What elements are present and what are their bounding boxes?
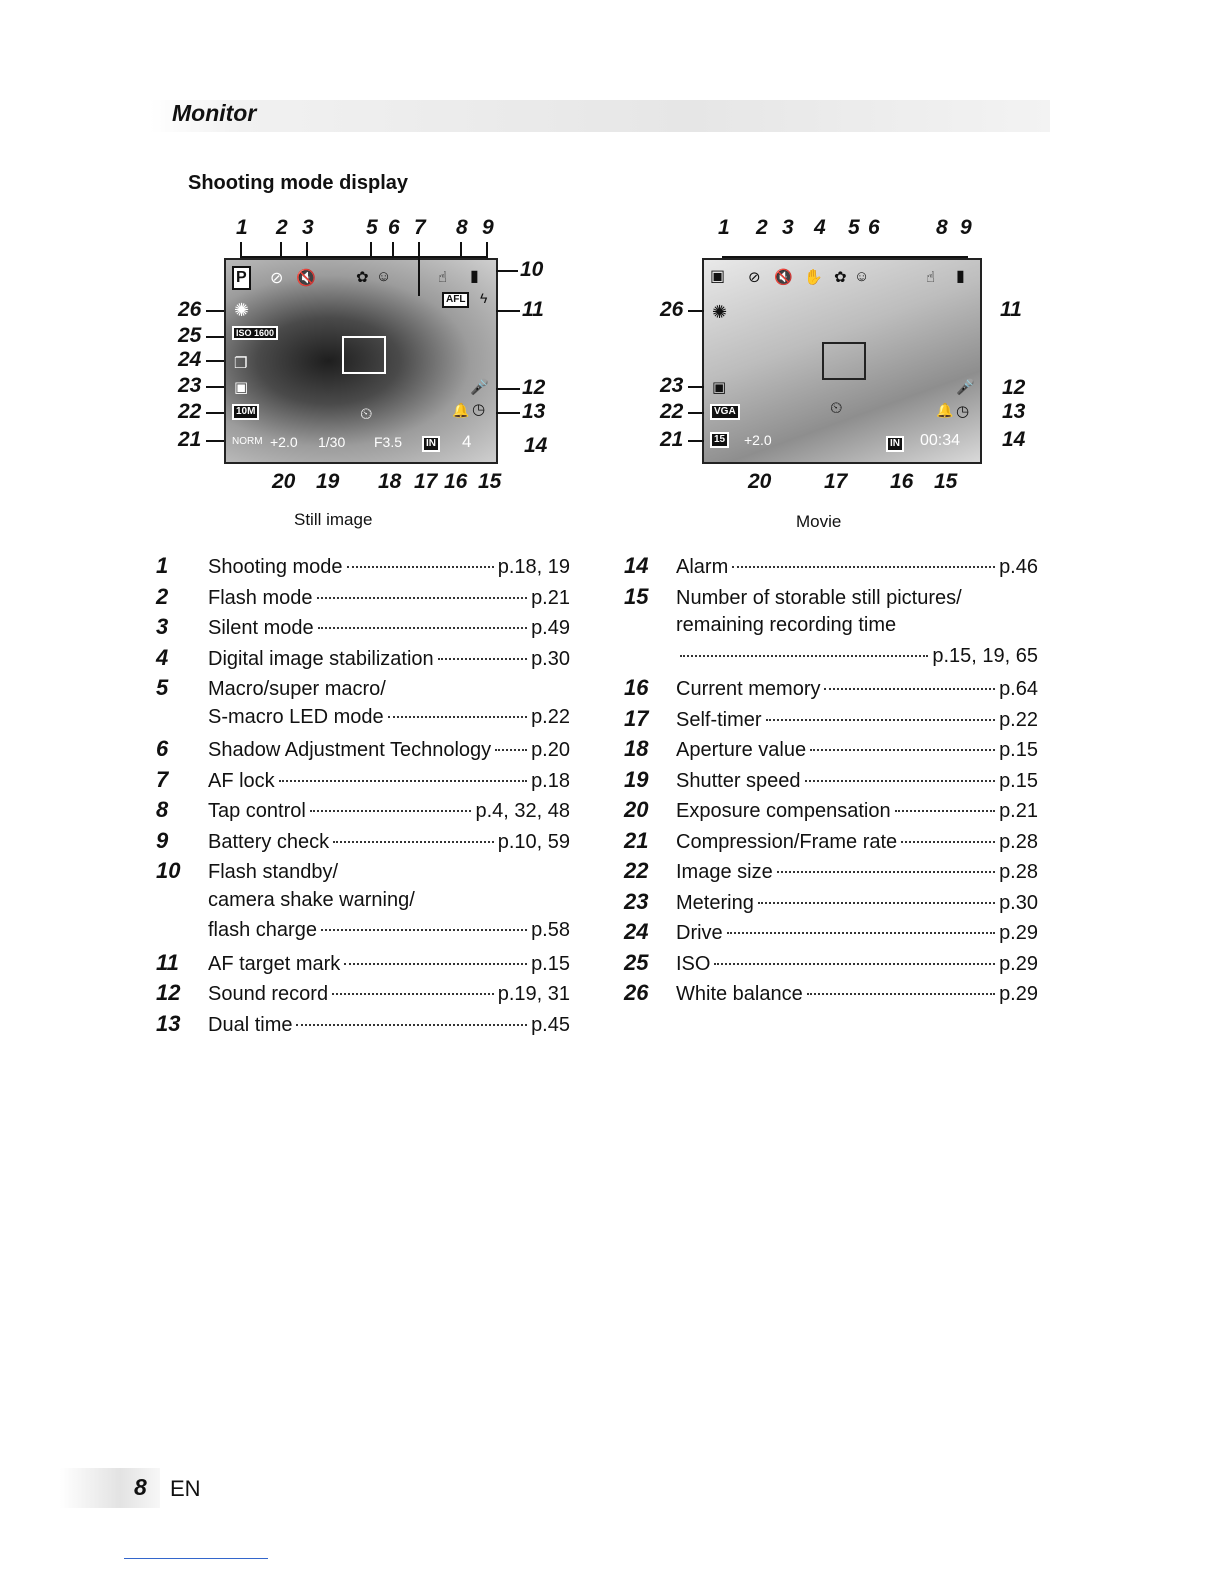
callout-5: 5 [848, 216, 860, 239]
legend-label: Self-timer [676, 708, 762, 731]
dual-time-icon: ◷ [472, 401, 486, 418]
legend-label: Image size [676, 861, 773, 883]
memory-icon: IN [422, 436, 440, 452]
page-reference: p.30 [531, 647, 570, 670]
legend-entry [156, 889, 570, 920]
leader-line [688, 440, 704, 442]
legend-label: Sound record [208, 983, 329, 1005]
leader-line [206, 336, 224, 338]
callout-5: 5 [366, 216, 378, 239]
legend-number: 13 [156, 1010, 181, 1036]
drive-icon: ❐ [234, 355, 248, 372]
leader-line [206, 310, 224, 312]
leader-line [206, 360, 224, 362]
leader-dots [388, 716, 527, 718]
callout-9: 9 [960, 216, 972, 239]
callout-15: 15 [478, 470, 502, 493]
callout-19: 19 [316, 470, 340, 493]
page-reference: p.29 [999, 952, 1038, 975]
page-number: 8 [134, 1474, 147, 1500]
leader-dots [714, 963, 995, 965]
leader-dots [807, 993, 995, 995]
legend-number: 8 [156, 797, 169, 822]
legend-number: 26 [624, 980, 649, 1005]
page-language: EN [170, 1476, 201, 1501]
dual-time-icon: ◷ [956, 403, 970, 420]
callout-20: 20 [748, 470, 772, 493]
leader-line [496, 388, 520, 390]
legend-number: 2 [156, 583, 169, 609]
white-balance-icon: ✺ [712, 302, 728, 322]
shutter-speed-value: 1/30 [318, 434, 346, 450]
alarm-icon: 🔔 [452, 402, 470, 418]
callout-12: 12 [1002, 376, 1026, 399]
legend-label: Digital image stabilization [208, 647, 434, 670]
leader-line [206, 440, 224, 442]
movie-lcd-screen [702, 258, 982, 464]
legend-label: camera shake warning/ [208, 888, 415, 911]
tap-control-icon: ☝ [438, 269, 448, 286]
subheading: Shooting mode display [188, 172, 409, 194]
legend-label: S-macro LED mode [208, 705, 384, 728]
legend-entry [156, 797, 570, 828]
callout-16: 16 [890, 470, 914, 493]
legend-number: 7 [156, 766, 169, 792]
af-target-mark [822, 342, 866, 380]
image-size-icon: VGA [710, 404, 740, 420]
callout-6: 6 [868, 216, 880, 239]
leader-dots [296, 1024, 527, 1026]
legend-label: Drive [676, 922, 723, 944]
leader-dots [810, 749, 995, 751]
legend-label: remaining recording time [676, 614, 897, 636]
legend-number: 22 [624, 858, 649, 883]
callout-3: 3 [302, 216, 314, 239]
callout-25: 25 [178, 324, 202, 347]
callout-23: 23 [178, 374, 202, 397]
legend-number: 18 [624, 736, 649, 761]
callout-6: 6 [388, 216, 400, 239]
callout-2: 2 [276, 216, 288, 239]
callout-11: 11 [1000, 298, 1022, 321]
legend-number: 16 [624, 675, 649, 700]
legend-number: 6 [156, 736, 169, 761]
movie-mode-icon: ▣ [710, 268, 726, 285]
legend-number: 20 [624, 797, 649, 822]
callout-13: 13 [522, 400, 546, 423]
page-reference: p.15 [531, 952, 570, 975]
af-lock-icon: AFL [442, 292, 469, 308]
still-lcd-screen [224, 258, 498, 464]
still-image-figure [160, 210, 560, 529]
legend-entry [624, 767, 1038, 798]
legend-entry [624, 553, 1038, 584]
callout-1: 1 [236, 216, 248, 239]
legend-entry [156, 919, 570, 950]
leader-line [496, 310, 520, 312]
image-size-icon: 10M [232, 404, 259, 420]
legend-entry [624, 950, 1038, 981]
page-reference: p.29 [999, 983, 1038, 1005]
legend-number: 10 [156, 858, 181, 883]
leader-line [206, 386, 224, 388]
legend-number: 25 [624, 949, 649, 975]
leader-dots [438, 658, 527, 660]
page-reference: p.64 [999, 678, 1038, 700]
legend-entry [156, 1011, 570, 1042]
legend-entry [624, 736, 1038, 767]
legend-label: Number of storable still pictures/ [676, 586, 962, 609]
exposure-value: +2.0 [270, 434, 298, 450]
legend-number: 12 [156, 980, 181, 1005]
callout-4: 4 [814, 216, 826, 239]
section-title: Monitor [172, 100, 257, 126]
legend-number: 5 [156, 675, 169, 700]
callout-17: 17 [414, 470, 438, 493]
leader-line [688, 310, 704, 312]
page-reference: p.10, 59 [497, 830, 570, 853]
shadow-adjust-icon: ☺ [854, 268, 870, 285]
page-reference: p.58 [531, 919, 570, 941]
leader-dots [824, 688, 995, 690]
legend-number: 11 [156, 949, 179, 975]
microphone-icon: 🎤 [470, 379, 489, 396]
exposure-value: +2.0 [744, 432, 772, 448]
page-reference: p.20 [531, 739, 570, 761]
legend-entry [156, 736, 570, 767]
callout-3: 3 [782, 216, 794, 239]
battery-icon: ▮ [956, 268, 965, 285]
callout-15: 15 [934, 470, 958, 493]
leader-dots [333, 841, 494, 843]
aperture-value: F3.5 [374, 434, 403, 450]
callout-26: 26 [660, 298, 684, 321]
callout-26: 26 [178, 298, 202, 321]
leader-dots [680, 655, 928, 657]
legend-entry [156, 858, 570, 889]
leader-dots [310, 810, 472, 812]
legend-number: 23 [624, 888, 649, 914]
self-timer-icon: ⏲ [360, 406, 373, 423]
legend-number: 9 [156, 827, 169, 853]
silent-mode-icon: 🔇 [296, 270, 316, 287]
legend-entry [156, 828, 570, 859]
legend-number: 4 [156, 644, 169, 670]
callout-8: 8 [456, 216, 468, 239]
shooting-mode-icon: P [232, 266, 251, 290]
legend-label: AF lock [208, 769, 275, 792]
compression-icon: NORM [232, 436, 263, 447]
callout-2: 2 [756, 216, 768, 239]
callout-9: 9 [482, 216, 494, 239]
self-timer-icon: ⏲ [830, 400, 843, 417]
page-reference: p.49 [531, 617, 570, 639]
page-reference: p.28 [999, 830, 1038, 853]
legend-entry [624, 675, 1038, 706]
leader-dots [318, 627, 527, 629]
page-reference: p.15 [999, 739, 1038, 761]
legend-label: Silent mode [208, 617, 314, 639]
legend-label: Dual time [208, 1013, 293, 1036]
page-reference: p.21 [531, 586, 570, 609]
macro-icon: ✿ [834, 269, 847, 286]
leader-line [688, 386, 704, 388]
legend-label: Flash mode [208, 586, 313, 609]
iso-icon: ISO 1600 [232, 326, 278, 340]
legend-number: 14 [624, 553, 649, 578]
legend-entry [624, 980, 1038, 1011]
legend-label: Battery check [208, 830, 330, 853]
legend-right [624, 553, 1038, 1011]
metering-icon: ▣ [712, 379, 727, 396]
callout-11: 11 [522, 298, 544, 321]
leader-dots [732, 566, 995, 568]
callout-21: 21 [660, 428, 684, 451]
legend-label: White balance [676, 983, 803, 1005]
legend-entry [624, 614, 1038, 645]
page-reference: p.4, 32, 48 [475, 800, 570, 822]
legend-label: Shooting mode [208, 556, 343, 578]
page-reference: p.30 [999, 891, 1038, 914]
leader-dots [347, 566, 494, 568]
legend-label: Compression/Frame rate [676, 830, 898, 853]
legend-number: 3 [156, 614, 169, 639]
legend-entry [156, 706, 570, 737]
legend-label: Exposure compensation [676, 800, 891, 822]
leader-dots [317, 597, 528, 599]
legend-entry [156, 980, 570, 1011]
legend-entry [624, 584, 1038, 615]
leader-dots [805, 780, 996, 782]
callout-10: 10 [520, 258, 544, 281]
leader-line [240, 256, 488, 258]
memory-icon: IN [886, 436, 904, 452]
callout-21: 21 [178, 428, 202, 451]
leader-line [496, 270, 518, 272]
callout-8: 8 [936, 216, 948, 239]
legend-label: Shutter speed [676, 769, 801, 792]
callout-7: 7 [414, 216, 426, 239]
legend-label: ISO [676, 952, 711, 975]
leader-line [418, 242, 420, 296]
leader-dots [727, 932, 995, 934]
legend-label: Aperture value [676, 739, 807, 761]
movie-figure [640, 210, 1040, 531]
bottom-rule [124, 1558, 268, 1559]
page-reference: p.15, 19, 65 [932, 644, 1038, 667]
leader-dots [895, 810, 995, 812]
callout-1: 1 [718, 216, 730, 239]
macro-icon: ✿ [356, 269, 369, 286]
leader-dots [766, 719, 995, 721]
page-reference: p.29 [999, 922, 1038, 944]
silent-mode-icon: 🔇 [774, 269, 793, 286]
alarm-icon: 🔔 [936, 402, 954, 418]
legend-label: Current memory [676, 678, 821, 700]
page-reference: p.18, 19 [497, 556, 570, 578]
flash-off-icon: ⊘ [748, 269, 761, 286]
leader-dots [758, 902, 995, 904]
leader-line [496, 412, 520, 414]
legend-entry [156, 553, 570, 584]
legend-number: 17 [624, 705, 649, 731]
legend-label: flash charge [208, 919, 317, 941]
callout-17: 17 [824, 470, 848, 493]
leader-dots [332, 993, 494, 995]
page-reference: p.22 [531, 705, 570, 728]
page-reference: p.15 [999, 769, 1038, 792]
stabilization-icon: ✋ [804, 269, 823, 286]
leader-dots [901, 841, 995, 843]
legend-left [156, 553, 570, 1041]
legend-label: Macro/super macro/ [208, 678, 386, 700]
page-reference: p.19, 31 [497, 983, 570, 1005]
callout-20: 20 [272, 470, 296, 493]
leader-line [722, 256, 968, 258]
legend-number: 24 [624, 919, 649, 944]
callout-14: 14 [524, 434, 548, 457]
callout-18: 18 [378, 470, 402, 493]
legend-entry [624, 889, 1038, 920]
legend-label: Metering [676, 891, 754, 914]
legend-label: Alarm [676, 556, 729, 578]
flash-standby-icon: ϟ [480, 290, 488, 306]
leader-line [688, 412, 704, 414]
page-reference: p.28 [999, 861, 1038, 883]
legend-number: 19 [624, 766, 649, 792]
battery-icon: ▮ [470, 268, 479, 285]
callout-24: 24 [178, 348, 202, 371]
af-target-mark [342, 336, 386, 374]
legend-entry [624, 645, 1038, 676]
flash-off-icon: ⊘ [270, 270, 284, 287]
legend-number: 1 [156, 553, 169, 578]
legend-label: Flash standby/ [208, 861, 339, 883]
legend-label: Tap control [208, 800, 306, 822]
callout-23: 23 [660, 374, 684, 397]
legend-label: AF target mark [208, 952, 341, 975]
callout-22: 22 [178, 400, 202, 423]
section-header-band [150, 100, 1050, 132]
legend-entry [156, 584, 570, 615]
legend-entry [156, 950, 570, 981]
legend-entry [624, 706, 1038, 737]
legend-entry [156, 614, 570, 645]
metering-icon: ▣ [234, 379, 249, 396]
legend-entry [156, 767, 570, 798]
shadow-adjust-icon: ☺ [376, 268, 392, 285]
legend-entry [156, 645, 570, 676]
page-reference: p.18 [531, 769, 570, 792]
callout-16: 16 [444, 470, 468, 493]
legend-entry [624, 828, 1038, 859]
callout-12: 12 [522, 376, 546, 399]
figure-caption: Still image [294, 510, 373, 529]
recording-time: 00:34 [920, 432, 961, 449]
legend-label: Shadow Adjustment Technology [208, 739, 492, 761]
frame-rate-icon: 15 [710, 432, 729, 448]
page-reference: p.45 [531, 1013, 570, 1036]
white-balance-icon: ✺ [234, 300, 250, 320]
legend-entry [624, 797, 1038, 828]
legend-entry [156, 675, 570, 706]
legend-entry [624, 919, 1038, 950]
leader-line [206, 412, 224, 414]
figure-caption: Movie [796, 512, 842, 531]
storable-count: 4 [462, 432, 472, 451]
callout-14: 14 [1002, 428, 1026, 451]
page-reference: p.22 [999, 708, 1038, 731]
leader-dots [777, 871, 995, 873]
page-reference: p.46 [999, 556, 1038, 578]
page-reference: p.21 [999, 800, 1038, 822]
legend-number: 21 [624, 827, 649, 853]
tap-control-icon: ☝ [926, 269, 936, 286]
leader-dots [344, 963, 527, 965]
leader-dots [279, 780, 527, 782]
leader-dots [321, 929, 527, 931]
legend-number: 15 [624, 583, 649, 609]
microphone-icon: 🎤 [956, 379, 975, 396]
callout-13: 13 [1002, 400, 1026, 423]
legend-entry [624, 858, 1038, 889]
leader-dots [495, 749, 527, 751]
callout-22: 22 [660, 400, 684, 423]
